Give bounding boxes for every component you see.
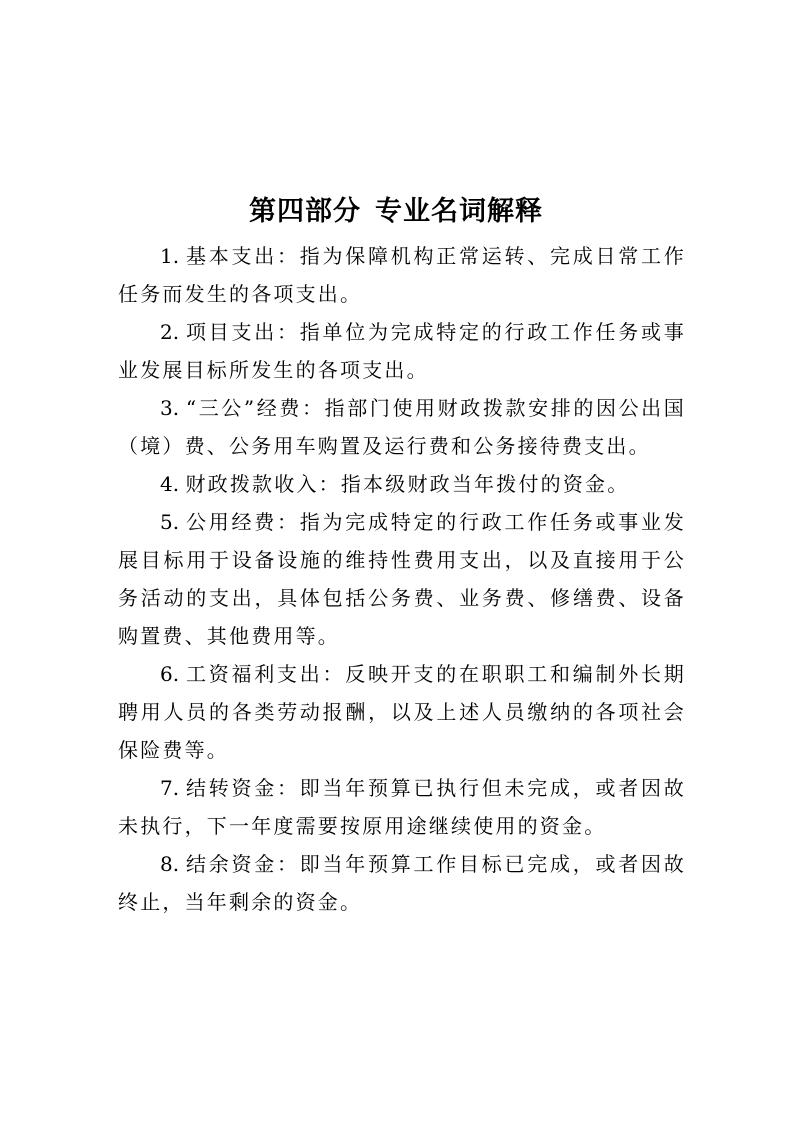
item-definition: 指为完成特定的行政工作任务或事业发展目标用于设备设施的维持性费用支出，以及直接用于公务活动的支出，具体包括公务费、业务费、修缮费、设备购置费、其他费用等。 bbox=[118, 510, 686, 648]
glossary-item bbox=[118, 313, 686, 389]
item-term: “三公”经费： bbox=[185, 396, 325, 420]
page-title bbox=[0, 192, 792, 232]
title-part-label: 第四部分 bbox=[249, 196, 361, 227]
item-definition: 指本级财政当年拨付的资金。 bbox=[340, 472, 630, 496]
glossary-item bbox=[118, 389, 686, 465]
item-number: 6. bbox=[160, 662, 186, 686]
glossary-item bbox=[118, 845, 686, 921]
item-definition: 指单位为完成特定的行政工作任务或事业发展目标所发生的各项支出。 bbox=[118, 320, 686, 382]
item-number: 2. bbox=[160, 320, 186, 344]
item-number: 1. bbox=[160, 244, 186, 268]
item-number: 7. bbox=[160, 776, 186, 800]
item-number: 5. bbox=[160, 510, 186, 534]
item-number: 8. bbox=[160, 852, 186, 876]
glossary-item bbox=[118, 769, 686, 845]
glossary-item bbox=[118, 465, 686, 503]
glossary-item bbox=[118, 503, 686, 655]
item-term: 财政拨款收入： bbox=[185, 472, 341, 496]
item-term: 结余资金： bbox=[186, 852, 300, 876]
item-definition: 即当年预算已执行但未完成，或者因故未执行，下一年度需要按原用途继续使用的资金。 bbox=[118, 776, 686, 838]
glossary-body bbox=[118, 237, 686, 921]
item-definition: 指为保障机构正常运转、完成日常工作任务而发生的各项支出。 bbox=[118, 244, 686, 306]
glossary-item bbox=[118, 655, 686, 769]
item-term: 项目支出： bbox=[186, 320, 300, 344]
item-definition: 指部门使用财政拨款安排的因公出国（境）费、公务用车购置及运行费和公务接待费支出。 bbox=[118, 396, 686, 458]
item-definition: 即当年预算工作目标已完成，或者因故终止，当年剩余的资金。 bbox=[118, 852, 686, 914]
item-number: 4. bbox=[160, 472, 186, 496]
glossary-item bbox=[118, 237, 686, 313]
item-term: 结转资金： bbox=[186, 776, 300, 800]
item-number: 3. bbox=[160, 396, 186, 420]
item-term: 工资福利支出： bbox=[186, 662, 346, 686]
item-term: 基本支出： bbox=[186, 244, 300, 268]
item-term: 公用经费： bbox=[186, 510, 300, 534]
title-section-label: 专业名词解释 bbox=[375, 196, 543, 227]
item-definition: 反映开支的在职职工和编制外长期聘用人员的各类劳动报酬，以及上述人员缴纳的各项社会保险费等。 bbox=[118, 662, 686, 762]
